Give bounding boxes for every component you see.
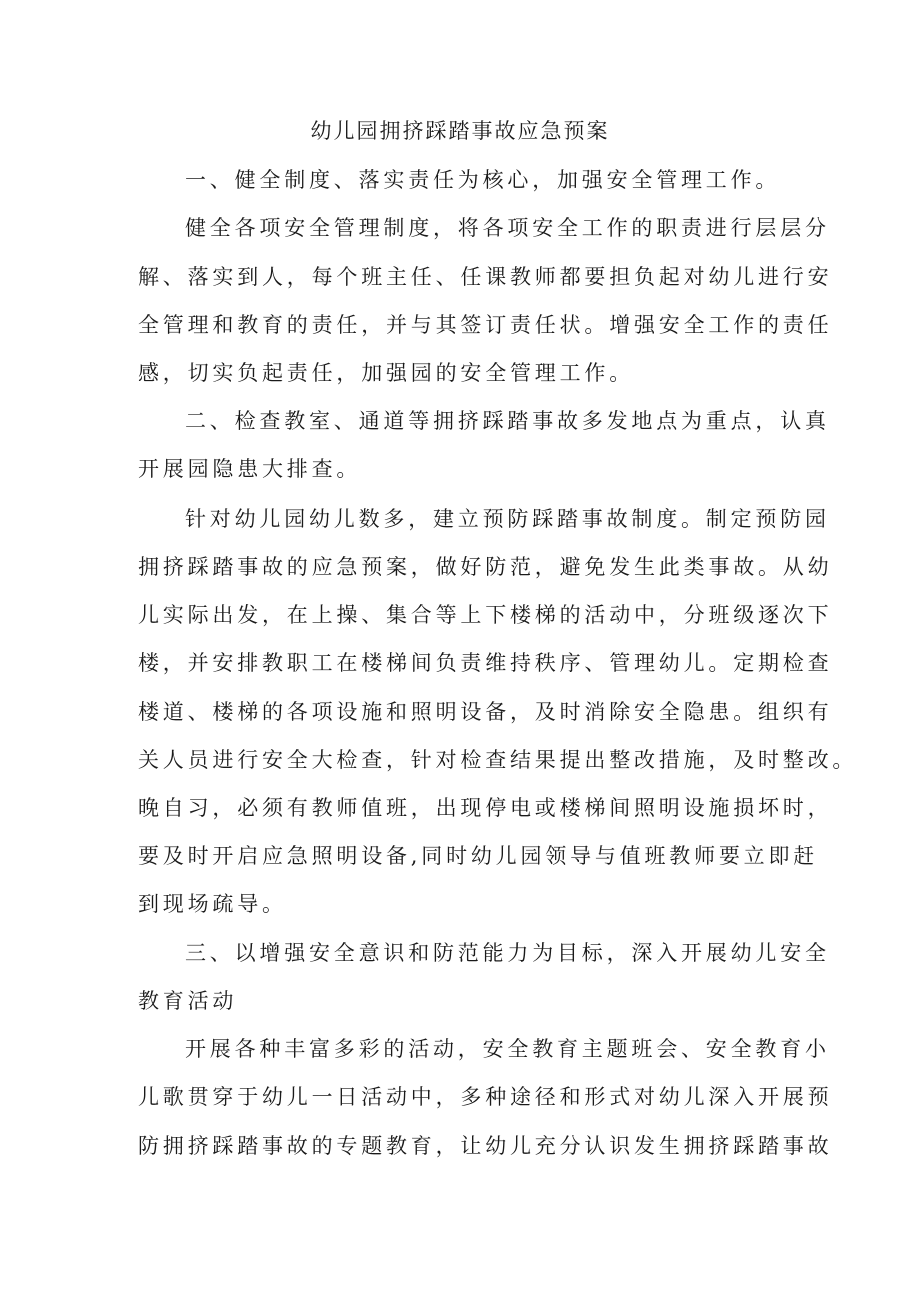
paragraph-line: 楼道、楼梯的各项设施和照明设备，及时消除安全隐患。组织有	[138, 700, 833, 724]
section-heading-3-cont: 教育活动	[138, 989, 238, 1013]
paragraph-line: 解、落实到人，每个班主任、任课教师都要担负起对幼儿进行安	[138, 265, 833, 289]
paragraph-line: 楼，并安排教职工在楼梯间负责维持秩序、管理幼儿。定期检查	[138, 651, 833, 675]
section-heading-1: 一、健全制度、落实责任为核心，加强安全管理工作。	[185, 168, 781, 192]
paragraph-line: 防拥挤踩踏事故的专题教育，让幼儿充分认识发生拥挤踩踏事故	[138, 1134, 833, 1158]
paragraph-line: 儿歌贯穿于幼儿一日活动中，多种途径和形式对幼儿深入开展预	[138, 1085, 833, 1109]
paragraph-line: 开展各种丰富多彩的活动，安全教育主题班会、安全教育小	[185, 1037, 830, 1061]
paragraph-line: 拥挤踩踏事故的应急预案，做好防范，避免发生此类事故。从幼	[138, 555, 833, 579]
section-heading-3: 三、以增强安全意识和防范能力为目标，深入开展幼儿安全	[185, 941, 830, 965]
paragraph-line: 关人员进行安全大检查，针对检查结果提出整改措施，及时整改。	[138, 748, 858, 772]
paragraph-line: 儿实际出发，在上操、集合等上下楼梯的活动中，分班级逐次下	[138, 603, 833, 627]
paragraph-line: 要及时开启应急照明设备,同时幼儿园领导与值班教师要立即赶	[138, 844, 819, 868]
paragraph-line: 晚自习，必须有教师值班，出现停电或楼梯间照明设施损坏时，	[138, 796, 833, 820]
document-title: 幼儿园拥挤踩踏事故应急预案	[310, 119, 610, 143]
paragraph-line: 针对幼儿园幼儿数多，建立预防踩踏事故制度。制定预防园	[185, 507, 830, 531]
section-heading-2: 二、检查教室、通道等拥挤踩踏事故多发地点为重点，认真	[185, 409, 830, 433]
paragraph-line: 到现场疏导。	[138, 892, 287, 916]
paragraph-line: 健全各项安全管理制度，将各项安全工作的职责进行层层分	[185, 216, 830, 240]
section-heading-2-cont: 开展园隐患大排查。	[138, 457, 362, 481]
paragraph-line: 感，切实负起责任，加强园的安全管理工作。	[138, 361, 634, 385]
paragraph-line: 全管理和教育的责任，并与其签订责任状。增强安全工作的责任	[138, 313, 833, 337]
